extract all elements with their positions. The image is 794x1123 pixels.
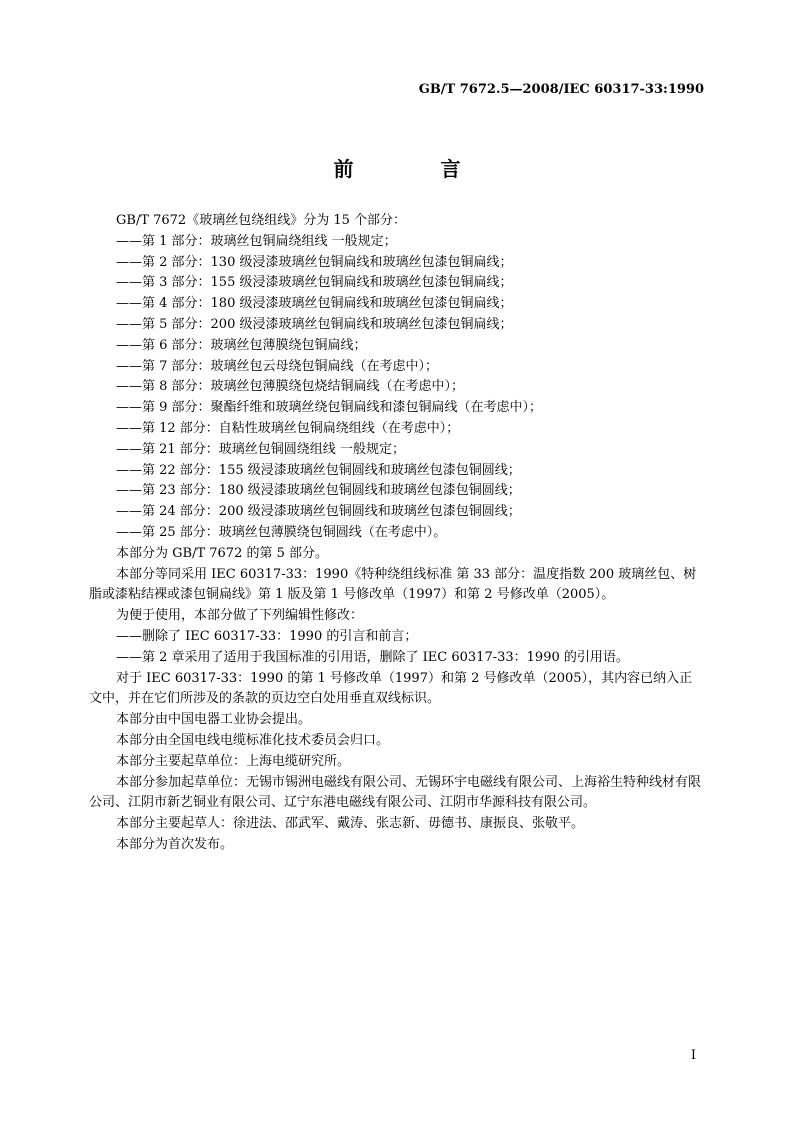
list-item: ——第 21 部分：玻璃丝包铜圆绕组线 一般规定； xyxy=(116,441,405,457)
managed-by: 本部分由全国电线电缆标准化技术委员会归口。 xyxy=(116,732,390,748)
list-item: ——第 9 部分：聚酯纤维和玻璃丝绕包铜扁线和漆包铜扁线（在考虑中）； xyxy=(116,400,543,416)
main-drafters: 本部分主要起草人：徐进法、邵武军、戴涛、张志新、毋德书、康振良、张敬平。 xyxy=(116,816,585,832)
list-item: ——第 24 部分：200 级浸漆玻璃丝包铜圆线和玻璃丝包漆包铜圆线； xyxy=(116,504,521,520)
foreword-body xyxy=(89,211,705,856)
list-item: ——第 6 部分：玻璃丝包薄膜绕包铜扁线； xyxy=(116,337,367,353)
list-item: ——删除了 IEC 60317-33：1990 的引言和前言； xyxy=(116,628,418,644)
list-item: ——第 3 部分：155 级浸漆玻璃丝包铜扁线和玻璃丝包漆包铜扁线； xyxy=(116,275,513,291)
list-item: ——第 22 部分：155 级浸漆玻璃丝包铜圆线和玻璃丝包漆包铜圆线； xyxy=(116,462,521,478)
list-item: ——第 2 部分：130 级浸漆玻璃丝包铜扁线和玻璃丝包漆包铜扁线； xyxy=(116,254,513,270)
list-item: ——第 5 部分：200 级浸漆玻璃丝包铜扁线和玻璃丝包漆包铜扁线； xyxy=(116,316,513,332)
page-number: I xyxy=(690,1048,696,1063)
list-item: ——第 4 部分：180 级浸漆玻璃丝包铜扁线和玻璃丝包漆包铜扁线； xyxy=(116,296,513,312)
list-item: ——第 1 部分：玻璃丝包铜扁绕组线 一般规定； xyxy=(116,233,397,249)
page-title: 前 言 xyxy=(333,157,501,181)
participating-units: 本部分参加起草单位：无锡市锡洲电磁线有限公司、无锡环宇电磁线有限公司、上海裕生特种线材有限公司、江阴市新艺铜业有限公司、辽宁东港电磁线有限公司、江阴市华源科技有限公司。 xyxy=(89,774,702,811)
first-release: 本部分为首次发布。 xyxy=(116,836,234,852)
intro-paragraph: GB/T 7672《玻璃丝包绕组线》分为 15 个部分： xyxy=(116,213,407,228)
list-item: ——第 8 部分：玻璃丝包薄膜绕包烧结铜扁线（在考虑中）； xyxy=(116,379,465,395)
amendments-paragraph: 对于 IEC 60317-33：1990 的第 1 号修改单（1997）和第 2 号修改单（2005），其内容已纳入正文中，并在它们所涉及的条款的页边空白处用垂直双线标识。 xyxy=(89,670,693,707)
adoption-paragraph: 本部分等同采用 IEC 60317-33：1990《特种绕组线标准 第 33 部分：温度指数 200 玻璃丝包、树脂或漆粘结裸或漆包铜扁线》第 1 版及第 1 号修改单（1997）和第 2 号修改单（2005）。 xyxy=(89,566,697,603)
parts-list xyxy=(89,232,705,544)
proposed-by: 本部分由中国电器工业协会提出。 xyxy=(116,712,312,728)
list-item: ——第 23 部分：180 级浸漆玻璃丝包铜圆线和玻璃丝包漆包铜圆线； xyxy=(116,483,521,499)
list-item: ——第 12 部分：自粘性玻璃丝包铜扁绕组线（在考虑中）； xyxy=(116,420,460,436)
edits-list xyxy=(89,627,705,669)
standard-code: GB/T 7672.5—2008/IEC 60317-33:1990 xyxy=(418,82,704,97)
edits-intro: 为便于使用，本部分做了下列编辑性修改： xyxy=(116,608,364,624)
list-item: ——第 2 章采用了适用于我国标准的引用语，删除了 IEC 60317-33：1990 的引用语。 xyxy=(116,649,629,665)
list-item: ——第 25 部分：玻璃丝包薄膜绕包铜圆线（在考虑中）。 xyxy=(116,524,447,540)
list-item: ——第 7 部分：玻璃丝包云母绕包铜扁线（在考虑中）； xyxy=(116,358,439,374)
main-drafter-unit: 本部分主要起草单位：上海电缆研究所。 xyxy=(116,753,351,769)
part-statement: 本部分为 GB/T 7672 的第 5 部分。 xyxy=(116,545,329,561)
